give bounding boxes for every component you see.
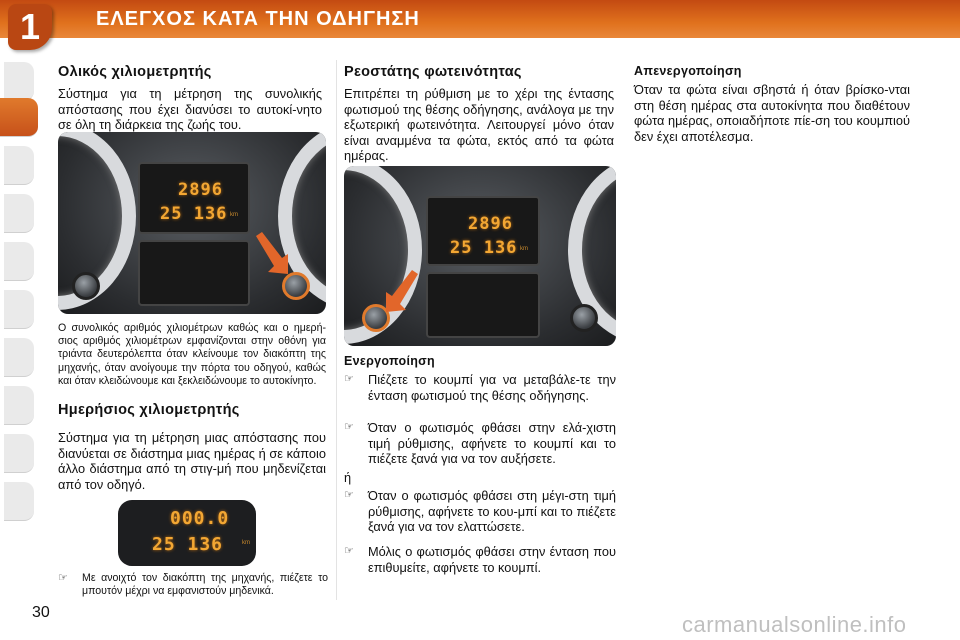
bullet-icon: ☞ [344,373,354,385]
total-reading: 25 136 [152,534,224,555]
odometer-caption: Ο συνολικός αριθμός χιλιομέτρων καθώς και ο ημερή-σιος αριθμός χιλιομέτρων εμφανίζονται στην οθόνη για τριάντα δευτερόλεπτα όταν κλείνουμε τον διακόπτη της μηχανής, όταν ανοίγουμε την πόρτα του οδηγού, καθώς και όταν κλειδώνουμε και ξεκλειδώνουμε το αυτοκίνητο. [58,322,326,387]
deactivation-text: Όταν τα φώτα είναι σβηστά ή όταν βρίσκο-νται στη θέση ημέρας στα αυτοκίνητα που διαθέτουν φώτα ημέρας, οποιαδήποτε πίε-ση του κουμπιού δεν έχει αποτέλεσμα. [634,82,910,144]
activation-heading: Ενεργοποίηση [344,354,435,368]
chapter-number: 1 [19,6,41,47]
left-knob [72,272,100,300]
side-tab[interactable] [4,338,34,377]
side-tab[interactable] [4,242,34,281]
arrow-icon [252,232,292,276]
watermark: carmanualsonline.info [682,612,907,637]
right-knob [570,304,598,332]
bullet-icon: ☞ [344,545,354,557]
side-tab[interactable] [4,434,34,473]
side-tab[interactable] [4,386,34,425]
chapter-title: ΕΛΕΓΧΟΣ ΚΑΤΑ ΤΗΝ ΟΔΗΓΗΣΗ [96,8,420,30]
secondary-display [426,272,540,338]
rheostat-text: Επιτρέπει τη ρύθμιση με το χέρι της έντασης φωτισμού της θέσης οδήγησης, ανάλογα με την εξωτερική φωτεινότητα. Λειτουργεί μόνο όταν είναι αναμμένα τα φώτα, εκτός από τα φώτα ημέρας. [344,86,614,163]
side-tabs [0,62,40,582]
trip-reading: 2896 [468,214,513,234]
page-number: 30 [32,604,50,621]
deactivation-heading: Απενεργοποίηση [634,64,742,78]
bullet-icon: ☞ [58,572,68,584]
bullet-icon: ☞ [344,421,354,433]
total-reading: 25 136 [450,238,518,258]
total-odometer-heading: Ολικός χιλιομετρητής [58,64,212,80]
side-tab[interactable] [4,146,34,185]
odometer-display [426,196,540,266]
column-divider [336,60,337,600]
chapter-header [0,0,960,47]
chapter-badge [8,4,52,50]
km-unit: km [230,212,238,218]
side-tab[interactable] [4,62,34,101]
arrow-icon [382,270,422,314]
side-tab-active[interactable] [0,98,38,137]
trip-reading: 2896 [178,180,223,200]
list-item-text: Όταν ο φωτισμός φθάσει στην ελά-χιστη τιμή ρύθμισης, αφήνετε το κουμπί και το πιέζετε ξανά για να τον αυξήσετε. [368,420,616,466]
rheostat-heading: Ρεοστάτης φωτεινότητας [344,64,522,80]
list-item-text: Όταν ο φωτισμός φθάσει στη μέγι-στη τιμή ρύθμισης, αφήνετε το κου-μπί και το πιέζετε ξανά για να τον ελαττώσετε. [368,488,616,534]
instrument-panel-image [344,166,616,346]
km-unit: km [520,246,528,252]
odometer-display [138,162,250,234]
trip-odometer-text: Σύστημα για τη μέτρηση μιας απόστασης που διανύεται σε διάστημα μιας ημέρας ή σε κάποιο άλλο διάστημα από τη στιγ-μή που μηδενίζεται από τον οδηγό. [58,430,326,492]
list-item-text: Μόλις ο φωτισμός φθάσει στην ένταση που επιθυμείτε, αφήνετε το κουμπί. [368,544,616,575]
or-text: ή [344,470,352,485]
total-reading: 25 136 [160,204,228,224]
secondary-display [138,240,250,306]
list-item-text: Πιέζετε το κουμπί για να μεταβάλε-τε την ένταση φωτισμού της θέσης οδήγησης. [368,372,616,403]
trip-zero-reading: 000.0 [170,508,230,529]
trip-display-image [118,500,256,566]
side-tab[interactable] [4,482,34,521]
km-unit: km [242,540,250,546]
bullet-icon: ☞ [344,489,354,501]
list-item-text: Με ανοιχτό τον διακόπτη της μηχανής, πιέζετε το μπουτόν μέχρι να εμφανιστούν μηδενικά. [82,572,328,598]
total-odometer-text: Σύστημα για τη μέτρηση της συνολικής απόστασης που έχει διανύσει το αυτοκί-νητο σε όλη τη διάρκεια της ζωής του. [58,86,322,132]
side-tab[interactable] [4,290,34,329]
side-tab[interactable] [4,194,34,233]
reset-button[interactable] [282,272,310,300]
instrument-panel-image [58,132,326,314]
trip-odometer-heading: Ημερήσιος χιλιομετρητής [58,402,240,418]
